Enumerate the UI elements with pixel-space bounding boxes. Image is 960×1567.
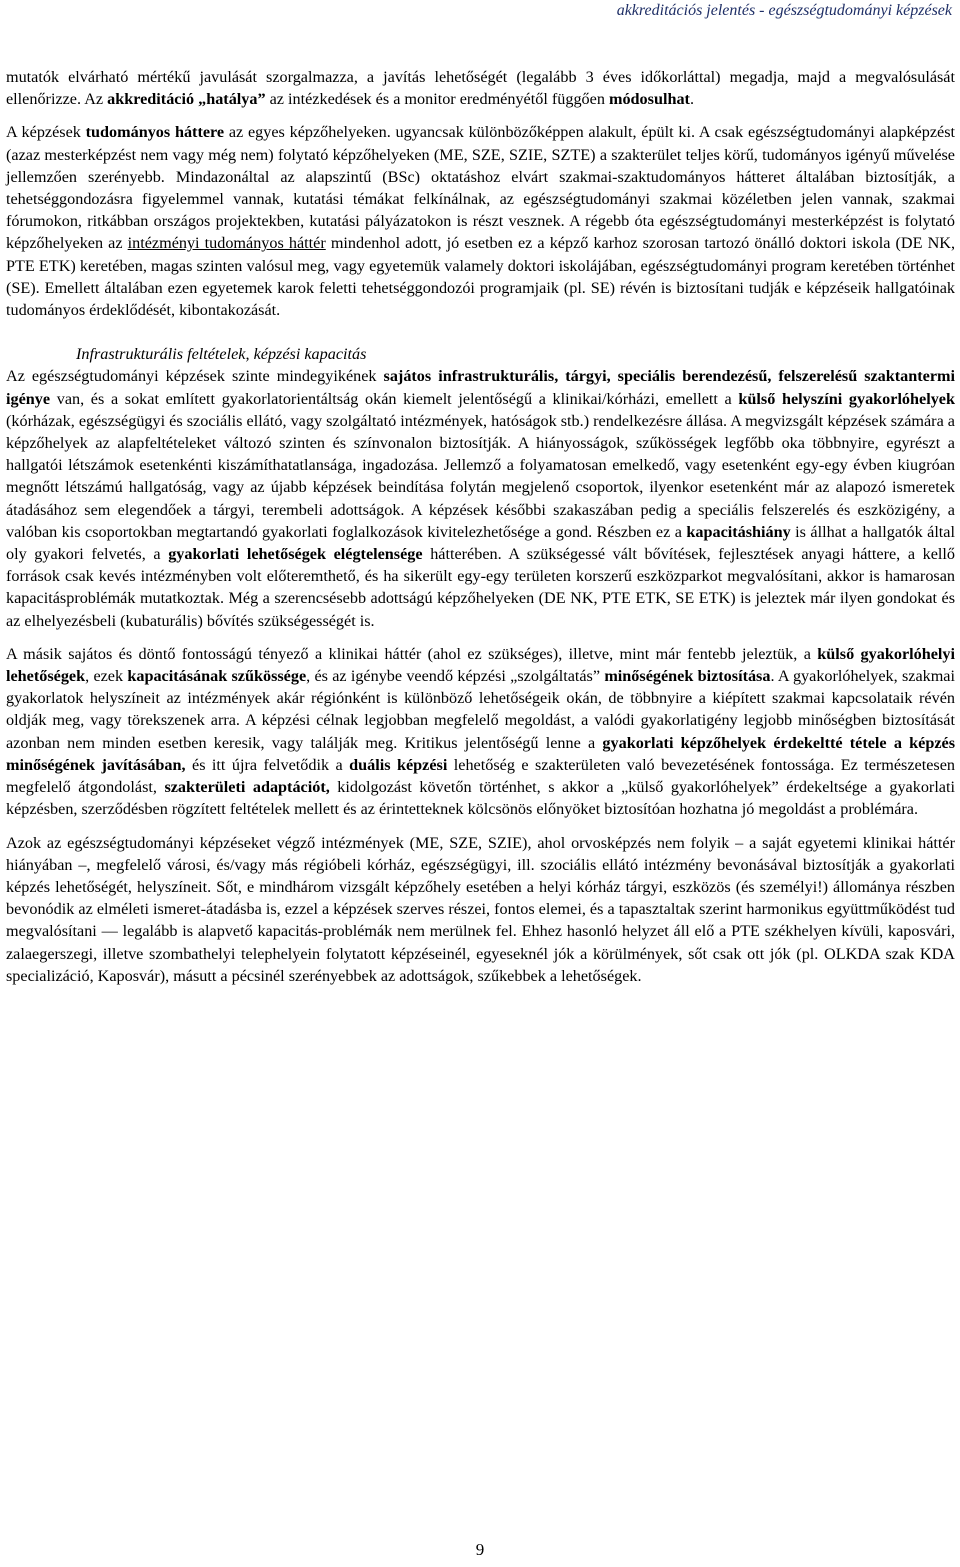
text-run: is állhat a hallgatók által oly gyakori felvetés, a: [6, 522, 955, 564]
paragraph-1: [6, 66, 955, 110]
text-run: kidolgozást követőn történhet, s akkor a „külső gyakorlóhelyek” érdekeltsége a gyakorlati képzésben, szerződésben rögzített feltételek mellett és az érintetteknek kölcsönös előnyöket biztosítóan hozhatna jó megoldást a problémára.: [6, 778, 955, 819]
paragraph-4: [6, 643, 955, 821]
bold-run: módosulhat: [608, 90, 690, 109]
text-run: hátterében. A szükségessé vált bővítések, fejlesztések anyagi háttere, a kellő források csak kevés intézményben volt előteremthető, és ha sikerült egy-egy területen korszerű eszközparkot megvalósítani, akkor is hamarosan kapacitásproblémák mutatkoztak. Még a szerencsésebb adottságú képzőhelyeken (DE NK, PTE ETK, SE ETK) is jeleztek már ilyen gondokat és az elhelyezésbeli (kubaturális) bővítés szükségességét is.: [6, 545, 955, 630]
text-run: (kórházak, egészségügyi és szociális ellátó, vagy szolgáltató intézmények, hatóságok stb.) rendelkezésre állása. A megvizsgált képzések számára a képzőhelyek az alapfeltételeket változó szinten és színvonalon biztosítják. A hiányosságok, szűkösségek legfőbb oka többnyire, egyrészt a hallgatói létszámok esetenkénti kiszámíthatatlansága, ingadozása. Jellemző a folyamatosan emelkedő, vagy esetenként egy-egy évben kiugróan megnőtt létszámú hallgatóság, vagy az újabb képzések beindítása folytán megjelenő csoportok, ilyenkor esetenként már az alapozó ismeretek átadásához sem elegendőek a tárgyi, terembeli adottságok. A képzések későbbi szakaszában pedig a speciális felszerelés és eszközigény, a valóban kis csoportokban megtartandó gyakorlati foglalkozások kivitelezhetősége a gond. Részben ez a: [6, 411, 955, 541]
bold-run: külső gyakorlóhelyi lehetőségek: [6, 644, 955, 686]
bold-run: szakterületi adaptációt,: [164, 778, 330, 797]
text-run: és itt újra felvetődik a: [185, 755, 350, 774]
text-run: A képzések: [6, 123, 86, 142]
running-header: akkreditációs jelentés - egészségtudományi képzések: [616, 2, 952, 19]
bold-run: duális képzési: [349, 755, 448, 774]
text-run: . A gyakorlóhelyek, szakmai gyakorlatok helyszíneit az intézmények akár régiónként is különböző lehetőségeik okán, de többnyire a kiépített szakmai kapcsolataik révén oldják meg, vagy törekszenek arra. A képzési célnak legjobban megfelelő megoldást, a valódi gyakorlatigény legjobb minőségben biztosítását azonban nem minden esetben keresik, vagy találják meg. Kritikus jelentőségű lenne a: [6, 667, 955, 752]
bold-run: gyakorlati lehetőségek elégtelensége: [168, 545, 423, 564]
text-run: lehetőség e szakterületen való bevezetésének fontossága. Ez természetesen megfelelő átgondolást,: [6, 755, 955, 797]
bold-run: minőségének biztosítása: [604, 667, 771, 686]
body-text: [6, 66, 955, 987]
text-run: van, és a sokat említett gyakorlatorientáltság okán kiemelt jelentőségű a klinikai/kórházi, emellett a: [50, 389, 739, 408]
paragraph-5: [6, 832, 955, 987]
text-run: az egyes képzőhelyeken. ugyancsak különbözőképpen alakult, épült ki. A csak egészségtudományi alapképzést (azaz mesterképzést nem vagy még nem) folytató képzőhelyeken (ME, SZE, SZIE, SZTE) a szakterület teljes körű, tudományos igényű művelése jellemzően szerényebb. Mindazonáltal az alapszintű (BSc) oktatáshoz elvárt szakmai-szaktudományos hátteret általában biztosítják, a tehetséggondozásra figyelemmel vannak, kutatási témákat felkínálnak, az egészségtudományi szakmai közéletben jelen vannak, szakmai fórumokon, ritkábban országos projektekben, kutatási pályázatokon is részt vesznek. A régebb óta egészségtudományi mesterképzést is folytató képzőhelyeken az: [6, 123, 955, 253]
text-run: A másik sajátos és döntő fontosságú tényező a klinikai háttér (ahol ez szükséges), illetve, mint már fentebb jeleztük, a: [6, 644, 818, 663]
bold-run: tudományos háttere: [85, 123, 225, 142]
text-run: , és az igénybe veendő képzési „szolgáltatás”: [306, 667, 605, 686]
bold-run: akkreditáció „hatálya”: [107, 90, 266, 109]
text-run: .: [689, 90, 694, 109]
underlined-run: intézményi tudományos háttér: [127, 234, 326, 253]
text-run: Az egészségtudományi képzések szinte mindegyikének: [6, 367, 384, 386]
bold-run: külső helyszíni gyakorlóhelyek: [738, 389, 955, 408]
bold-run: kapacitásának szűkössége: [127, 667, 307, 686]
bold-run: sajátos infrastrukturális, tárgyi, speciális berendezésű, felszerelésű szaktantermi igénye: [6, 367, 956, 408]
text-run: mutatók elvárható mértékű javulását szorgalmazza, a javítás lehetőségét (legalább 3 éves időkorláttal) megadja, majd a megvalósulását ellenőrizze. Az: [6, 68, 955, 109]
bold-run: kapacitáshiány: [686, 522, 791, 541]
paragraph-3: [6, 365, 955, 631]
text-run: az intézkedések és a monitor eredményétől függően: [265, 90, 609, 109]
text-run: mindenhol adott, jó esetben ez a képző karhoz szorosan tartozó önálló doktori iskola (DE NK, PTE ETK) keretében, magas szinten valósul meg, vagy egyetemük valamely doktori iskolájában, egészségtudományi program keretében történhet (SE). Emellett általában ezen egyetemek karok feletti tehetséggondozói programjaik (pl. SE) révén is biztosítani tudják e képzéseik hallgatóinak tudományos érdeklődését, kibontakozását.: [6, 234, 955, 320]
page-number: 9: [475, 1540, 485, 1559]
bold-run: gyakorlati képzőhelyek érdekeltté tétele a képzés minőségének javításában,: [6, 733, 955, 774]
text-run: , ezek: [85, 667, 128, 686]
text-run: Azok az egészségtudományi képzéseket végző intézmények (ME, SZE, SZIE), ahol orvosképzés nem folyik – a saját egyetemi klinikai háttér hiányában –, megfelelő városi, és/vagy más régióbeli kórház, egészségügyi, ill. szociális ellátó intézmény bevonásával biztosítják a gyakorlati képzés lehetőségét, helyszíneit. Sőt, e mindhárom vizsgált képzőhely esetében a helyi kórház tárgyi, eszközös (és személyi!) állománya részben bevonódik az elméleti ismeret-átadásba is, ezzel a képzések szerves részei, fontos elemei, és a tapasztaltak szerint harmonikus együttműködést tud megvalósítani — legalább is alapvető kapacitás-problémák nem merülnek fel. Ehhez hasonló helyzet áll elő a PTE székhelyen kívüli, kaposvári, zalaegerszegi, illetve szombathelyi telephelyein folytatott képzéseinél, egyeseknél jók a körülmények, sőt csak ott jók (pl. OLKDA szak KDA specializáció, Kaposvár), másutt a pécsinél szerényebbek az adottságok, szűkebbek a lehetőségek.: [6, 833, 955, 985]
paragraph-2: [6, 121, 955, 321]
section-subheading: Infrastrukturális feltételek, képzési kapacitás: [76, 345, 367, 364]
